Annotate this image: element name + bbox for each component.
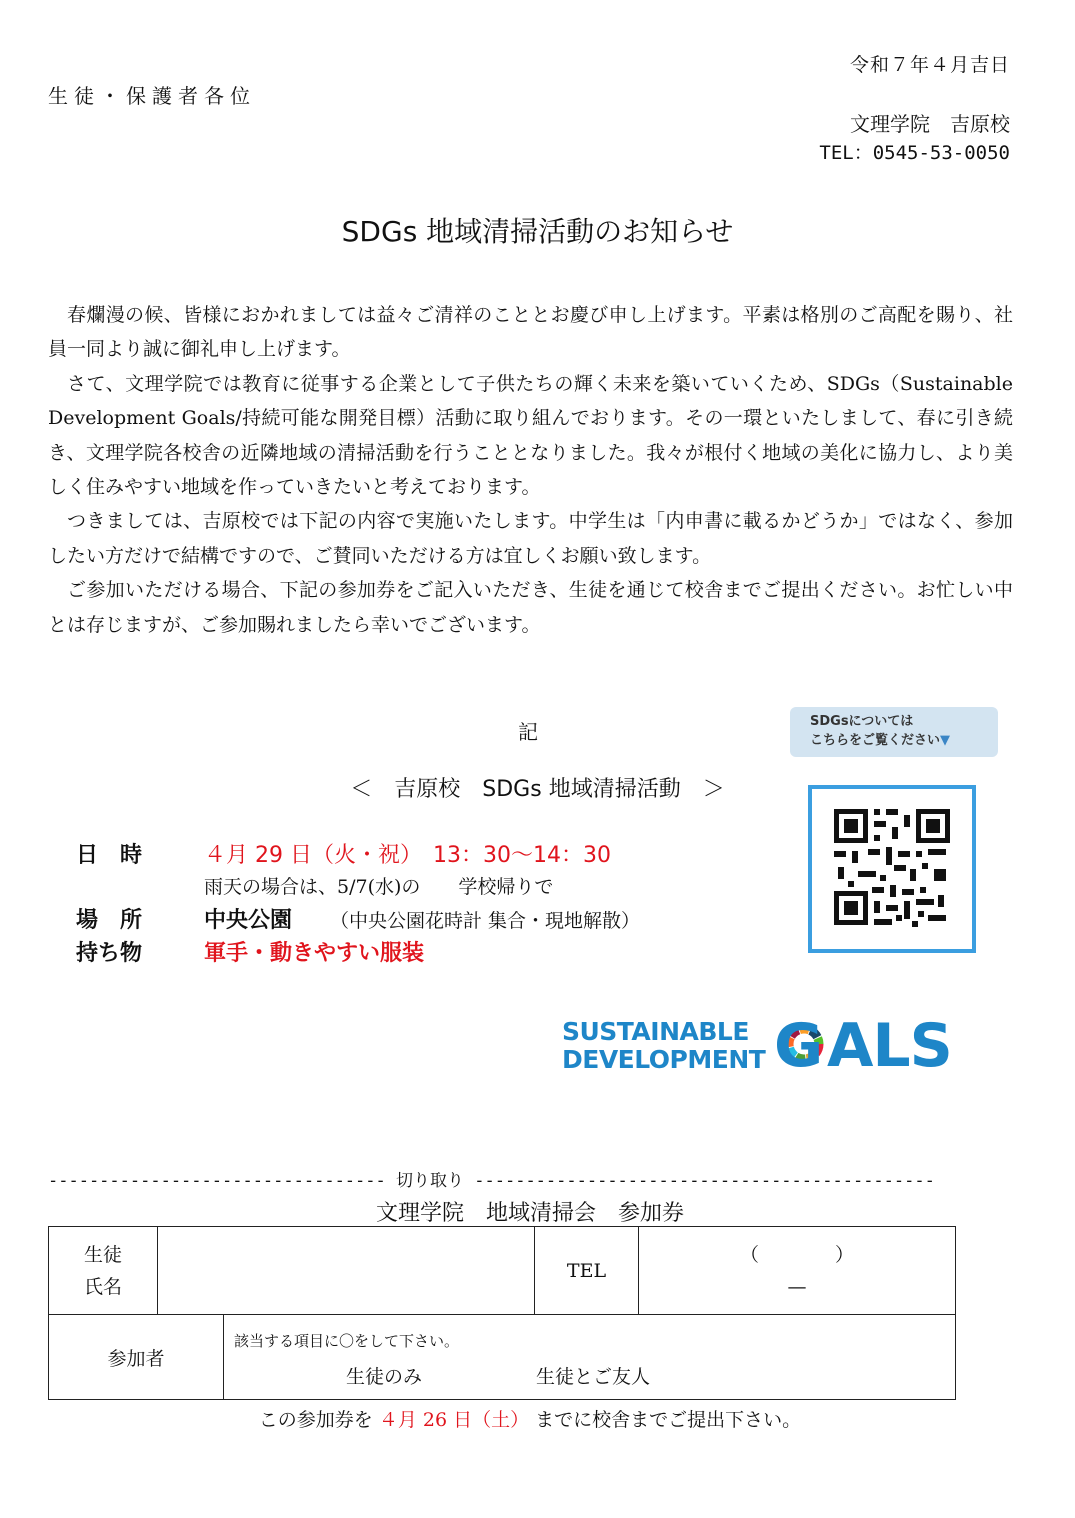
- cut-line: [48, 1166, 968, 1191]
- option-student-and-friend[interactable]: 生徒とご友人: [536, 1366, 651, 1388]
- issue-date: 令和７年４月吉日: [849, 54, 1010, 76]
- qr-code[interactable]: [808, 785, 976, 953]
- footer-pre: この参加券を: [258, 1409, 373, 1431]
- paragraph-greeting: 春爛漫の候、皆様におかれましては益々ご清祥のこととお慶び申し上げます。平素は格別のご高配を賜り、社員一同より誠に御礼申し上げます。: [48, 304, 1013, 361]
- qr-code-icon: [812, 789, 972, 949]
- qr-note-line2: こちらをご覧ください: [810, 733, 941, 748]
- letter-body: [48, 298, 1013, 642]
- cut-line-label: 切り取り: [396, 1171, 465, 1191]
- sdg-logo-line2: DEVELOPMENT: [562, 1045, 766, 1074]
- school-tel: TEL：0545-53-0050: [819, 142, 1010, 164]
- place-label: 場 所: [76, 908, 143, 933]
- sdg-goal-8-icon: 8: [258, 1018, 322, 1082]
- sdg-goal-15-icon: 15: [468, 1018, 532, 1082]
- date-label: 日 時: [76, 843, 143, 868]
- sdg-goal-1-icon: 1: [48, 1018, 112, 1082]
- participant-row: [49, 1315, 535, 1400]
- participant-instruction: 該当する項目に〇をして下さい。: [234, 1332, 460, 1350]
- tel-label: TEL: [535, 1227, 639, 1315]
- page-title: SDGs 地域清掃活動のお知らせ: [341, 215, 734, 248]
- rain-note: 雨天の場合は、5/7(水)の 学校帰りで: [204, 876, 554, 898]
- ki-mark: 記: [518, 720, 538, 744]
- sdg-goal-4-icon: 4: [118, 1018, 182, 1082]
- sdg-logo: [562, 1011, 1002, 1081]
- qr-note-line1: SDGsについては: [810, 714, 914, 729]
- sdg-icon-row: [48, 1018, 534, 1082]
- student-name-field[interactable]: [158, 1227, 535, 1315]
- event-heading: ＜ 吉原校 SDGs 地域清掃活動 ＞: [350, 777, 725, 802]
- qr-note-badge: [790, 707, 998, 757]
- tel-area-code: （ ）: [739, 1243, 854, 1266]
- place-value: 中央公園: [204, 908, 293, 933]
- paragraph-request: ご参加いただける場合、下記の参加券をご記入いただき、生徒を通じて校舎までご提出ください。お忙しい中とは存じますが、ご参加賜れましたら幸いでございます。: [48, 579, 1013, 636]
- footer-deadline: ４月 26 日（土）: [378, 1409, 530, 1431]
- sdg-logo-line1: SUSTAINABLE: [562, 1017, 749, 1046]
- place-note: （中央公園花時計 集合・現地解散）: [330, 910, 641, 932]
- paragraph-sdgs: さて、文理学院では教育に従事する企業として子供たちの輝く未来を築いていくため、SDGs（Sustainable Development Goals/持続可能な開発目標）活動に取り組んでおります。その一環といたしまして、春に引き続き、文理学院各校舎の近隣地域の清掃活動を行うこととなりました。我々が根付く地域の美化に協力し、より美しく住みやすい地域を作っていきたいと考えております。: [48, 372, 1013, 499]
- participant-label: 参加者: [49, 1315, 224, 1399]
- paragraph-details: つきましては、吉原校では下記の内容で実施いたします。中学生は「内申書に載るかどうか」ではなく、参加したい方だけで結構ですので、ご賛同いただける方は宜しくお願い致します。: [48, 510, 1013, 567]
- option-student-only[interactable]: 生徒のみ: [346, 1366, 423, 1388]
- cut-line-right: ---------------------------------------------: [474, 1171, 935, 1191]
- date-value: ４月 29 日（火・祝） 13：30〜14：30: [204, 843, 611, 868]
- school-name: 文理学院 吉原校: [850, 112, 1010, 136]
- sdg-logo-goals-g: G: [774, 1011, 824, 1081]
- cut-line-left: ---------------------------------: [48, 1171, 386, 1191]
- tel-field[interactable]: [639, 1227, 956, 1315]
- submission-deadline: [0, 1405, 1060, 1432]
- items-label: 持ち物: [76, 941, 143, 966]
- items-value: 軍手・動きやすい服装: [204, 941, 425, 966]
- ticket-table: [48, 1226, 956, 1400]
- sdg-goal-5-icon: 5: [188, 1018, 252, 1082]
- footer-post: までに校舎までご提出下さい。: [535, 1409, 802, 1431]
- down-arrow-icon: ▼: [940, 733, 951, 748]
- sdg-logo-goals-letters: ALS: [827, 1011, 952, 1081]
- student-name-label: 生徒 氏名: [49, 1227, 158, 1315]
- ticket-title: 文理学院 地域清掃会 参加券: [375, 1201, 684, 1226]
- sdg-goal-12-icon: 12: [328, 1018, 392, 1082]
- addressee: 生徒・保護者各位: [48, 84, 256, 108]
- tel-dash: —: [787, 1275, 807, 1298]
- sdg-goal-13-icon: 13: [398, 1018, 462, 1082]
